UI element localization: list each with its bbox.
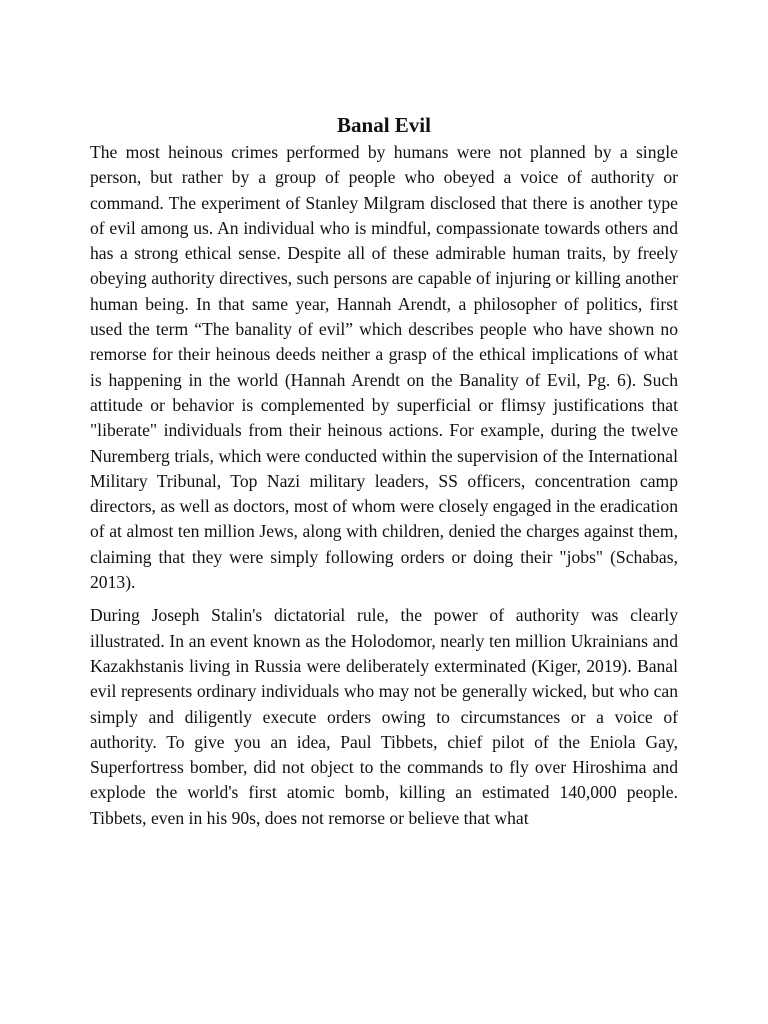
paragraph-2: During Joseph Stalin's dictatorial rule, the power of authority was clearly illustrated. In an event known as the Holodomor, nearly ten million Ukrainians and Kazakhstanis living in Russia were deliberately exterminated (Kiger, 2019). Banal evil represents ordinary individuals who may not be generally wicked, but who can simply and diligently execute orders owing to circumstances or a voice of authority. To give you an idea, Paul Tibbets, chief pilot of the Eniola Gay, Superfortress bomber, did not object to the commands to fly over Hiroshima and explode the world's first atomic bomb, killing an estimated 140,000 people. Tibbets, even in his 90s, does not remorse or believe that what — [90, 605, 678, 828]
paragraph-1: The most heinous crimes performed by humans were not planned by a single person, but rather by a group of people who obeyed a voice of authority or command. The experiment of Stanley Milgram disclosed that there is another type of evil among us. An individual who is mindful, compassionate towards others and has a strong ethical sense. Despite all of these admirable human traits, by freely obeying authority directives, such persons are capable of injuring or killing another human being. In that same year, Hannah Arendt, a philosopher of politics, first used the term “The banality of evil” which describes people who have shown no remorse for their heinous deeds neither a grasp of the ethical implications of what is happening in the world (Hannah Arendt on the Banality of Evil, Pg. 6). Such attitude or behavior is complemented by superficial or flimsy justifications that "liberate" individuals from their heinous actions. For example, during the twelve Nuremberg trials, which were conducted within the supervision of the International Military Tribunal, Top Nazi military leaders, SS officers, concentration camp directors, as well as doctors, most of whom were closely engaged in the eradication of at almost ten million Jews, along with children, denied the charges against them, claiming that they were simply following orders or doing their "jobs" (Schabas, 2013). — [90, 142, 678, 593]
document-title: Banal Evil — [337, 113, 431, 137]
document-body — [90, 112, 678, 839]
